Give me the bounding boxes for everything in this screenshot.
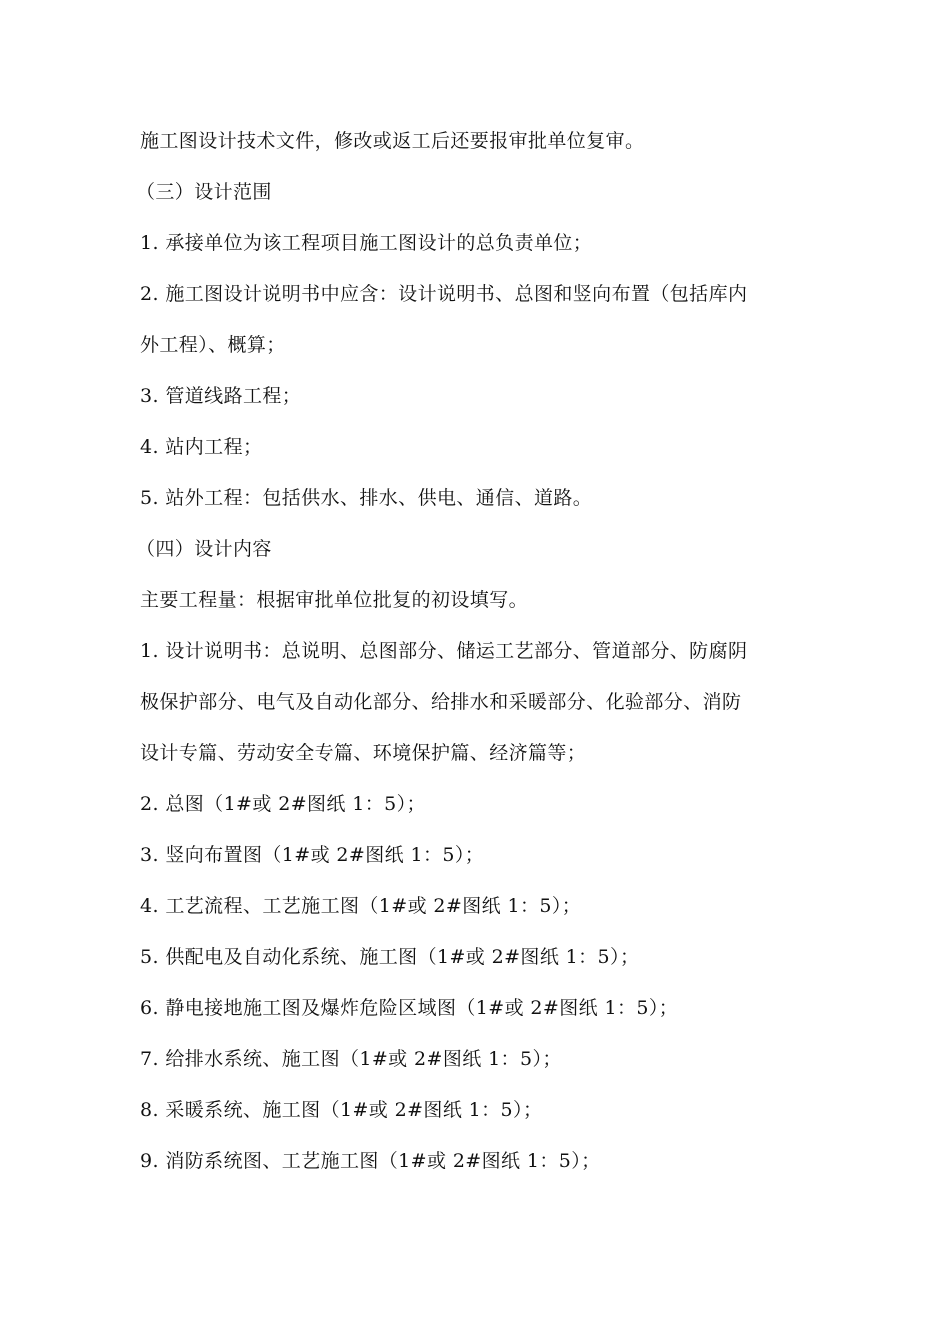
content-item-2: 2. 总图（1#或 2#图纸 1：5）；	[140, 793, 426, 815]
document-body	[136, 116, 820, 1187]
scope-item-4: 4. 站内工程；	[140, 436, 263, 458]
content-item-1-continued-2: 设计专篇、劳动安全专篇、环境保护篇、经济篇等；	[140, 742, 587, 764]
content-item-6: 6. 静电接地施工图及爆炸危险区域图（1#或 2#图纸 1：5）；	[140, 997, 679, 1019]
content-item-9: 9. 消防系统图、工艺施工图（1#或 2#图纸 1：5）；	[140, 1150, 601, 1172]
scope-item-1: 1. 承接单位为该工程项目施工图设计的总负责单位；	[140, 232, 593, 254]
content-item-4: 4. 工艺流程、工艺施工图（1#或 2#图纸 1：5）；	[140, 895, 582, 917]
main-quantities-text: 主要工程量：根据审批单位批复的初设填写。	[140, 589, 529, 611]
section-heading-design-content: （四）设计内容	[136, 538, 272, 560]
section-heading-design-scope: （三）设计范围	[136, 181, 272, 203]
scope-item-5: 5. 站外工程：包括供水、排水、供电、通信、道路。	[140, 487, 593, 509]
content-item-3: 3. 竖向布置图（1#或 2#图纸 1：5）；	[140, 844, 485, 866]
content-item-8: 8. 采暖系统、施工图（1#或 2#图纸 1：5）；	[140, 1099, 543, 1121]
scope-item-3: 3. 管道线路工程；	[140, 385, 302, 407]
content-item-1-continued: 极保护部分、电气及自动化部分、给排水和采暖部分、化验部分、消防	[140, 691, 742, 713]
scope-item-2-continued: 外工程）、概算；	[140, 334, 286, 356]
content-item-1: 1. 设计说明书：总说明、总图部分、储运工艺部分、管道部分、防腐阴	[140, 640, 748, 662]
paragraph-continuation: 施工图设计技术文件，修改或返工后还要报审批单位复审。	[140, 130, 645, 152]
content-item-7: 7. 给排水系统、施工图（1#或 2#图纸 1：5）；	[140, 1048, 562, 1070]
scope-item-2: 2. 施工图设计说明书中应含：设计说明书、总图和竖向布置（包括库内	[140, 283, 748, 305]
content-item-5: 5. 供配电及自动化系统、施工图（1#或 2#图纸 1：5）；	[140, 946, 640, 968]
